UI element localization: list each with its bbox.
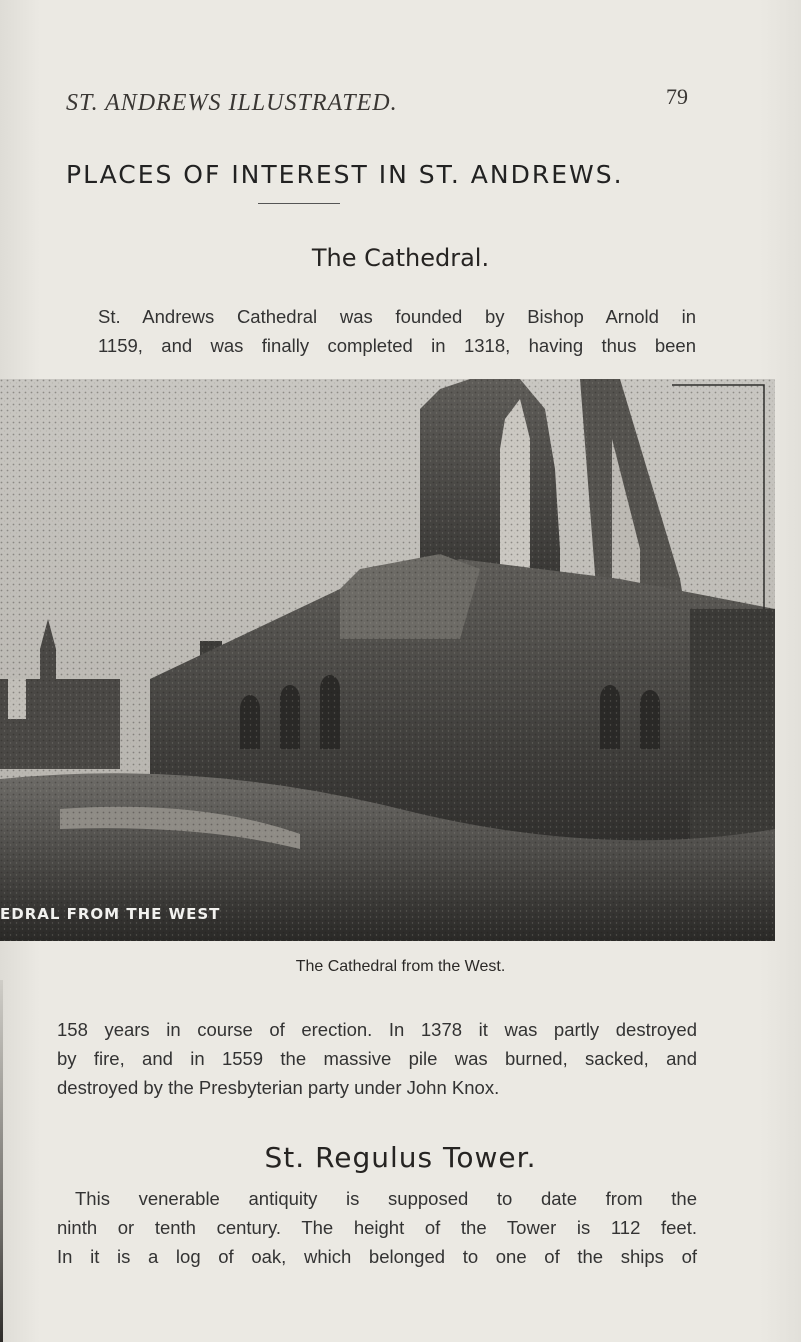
cathedral-photograph: [0, 379, 775, 941]
text-line: by fire, and in 1559 the massive pile was burned, sacked, and: [57, 1048, 697, 1069]
page-title: PLACES OF INTEREST IN ST. ANDREWS.: [66, 160, 624, 189]
cathedral-ruins-illustration: [0, 379, 775, 941]
photo-overlay-label: EDRAL FROM THE WEST: [0, 905, 221, 923]
page-number: 79: [666, 84, 688, 109]
regulus-heading: St. Regulus Tower.: [264, 1141, 537, 1174]
cathedral-paragraph-intro: [98, 302, 696, 360]
text-line: This venerable antiquity is supposed to date from the: [75, 1188, 697, 1209]
cathedral-heading: The Cathedral.: [311, 244, 490, 272]
running-head: ST. ANDREWS ILLUSTRATED.: [66, 90, 398, 116]
text-line: St. Andrews Cathedral was founded by Bishop Arnold in: [98, 306, 696, 327]
regulus-paragraph: [57, 1184, 697, 1271]
text-line: 1159, and was finally completed in 1318, having thus been: [98, 335, 696, 356]
page-edge-shadow: [0, 980, 3, 1342]
text-line: destroyed by the Presbyterian party under John Knox.: [57, 1077, 500, 1098]
text-line: ninth or tenth century. The height of the Tower is 112 feet.: [57, 1217, 697, 1238]
text-line: 158 years in course of erection. In 1378 it was partly destroyed: [57, 1019, 697, 1040]
cathedral-paragraph-continued: [57, 1015, 697, 1102]
photo-caption: The Cathedral from the West.: [295, 958, 506, 975]
text-line: In it is a log of oak, which belonged to one of the ships of: [57, 1246, 697, 1267]
title-divider: [258, 203, 340, 204]
